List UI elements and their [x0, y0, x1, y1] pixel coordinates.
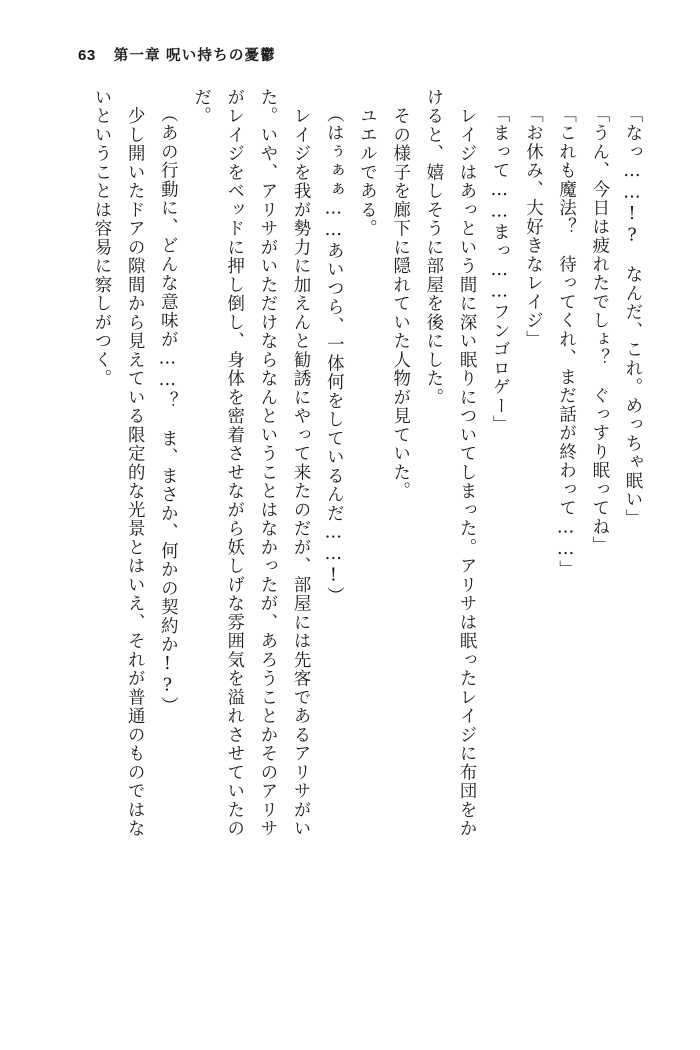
text-column: レイジはあっという間に深い眠りについてしまった。アリサは眠ったレイジに布団をか — [456, 88, 477, 838]
text-column: その様子を廊下に隠れていた人物が見ていた。 — [389, 88, 410, 501]
text-column: 「まって……まっ……フンゴロゲー」 — [489, 105, 510, 435]
text-column: （はぅぁぁ……あいつら、一体何をしているんだ……!） — [323, 105, 344, 606]
running-head — [78, 44, 276, 65]
text-column: がレイジをベッドに押し倒し、身体を密着させながら妖しげな雰囲気を溢れさせていたの — [223, 88, 244, 838]
text-column: 「うん、今日は疲れたでしょ？ ぐっすり眠ってね」 — [588, 105, 609, 555]
text-column: レイジを我が勢力に加えんと勧誘にやって来たのだが、部屋には先客であるアリサがい — [290, 88, 311, 838]
text-column: いということは容易に察しがつく。 — [91, 88, 111, 388]
page-number: 63 — [78, 47, 96, 64]
text-column: けると、嬉しそうに部屋を後にした。 — [422, 88, 443, 407]
body-text-vertical — [60, 88, 640, 1018]
text-column: た。いや、アリサがいただけならなんということはなかったが、あろうことかそのアリサ — [256, 88, 277, 838]
text-column: 「これも魔法？ 待ってくれ、まだ話が終わって……」 — [555, 105, 576, 579]
text-column: （あの行動に、どんな意味が……？ ま、まさか、何かの契約か!?） — [157, 105, 178, 716]
text-column: ユエルである。 — [356, 88, 377, 238]
text-column: 「お休み、大好きなレイジ」 — [522, 105, 543, 349]
chapter-title: 第一章 呪い持ちの憂鬱 — [113, 48, 276, 64]
text-column: 「なっ……!? なんだ、これ。めっちゃ眠い」 — [622, 105, 642, 528]
text-column: 少し開いたドアの隙間から見えている限定的な光景とはいえ、それが普通のものではな — [124, 88, 145, 838]
text-column: だ。 — [190, 88, 211, 126]
